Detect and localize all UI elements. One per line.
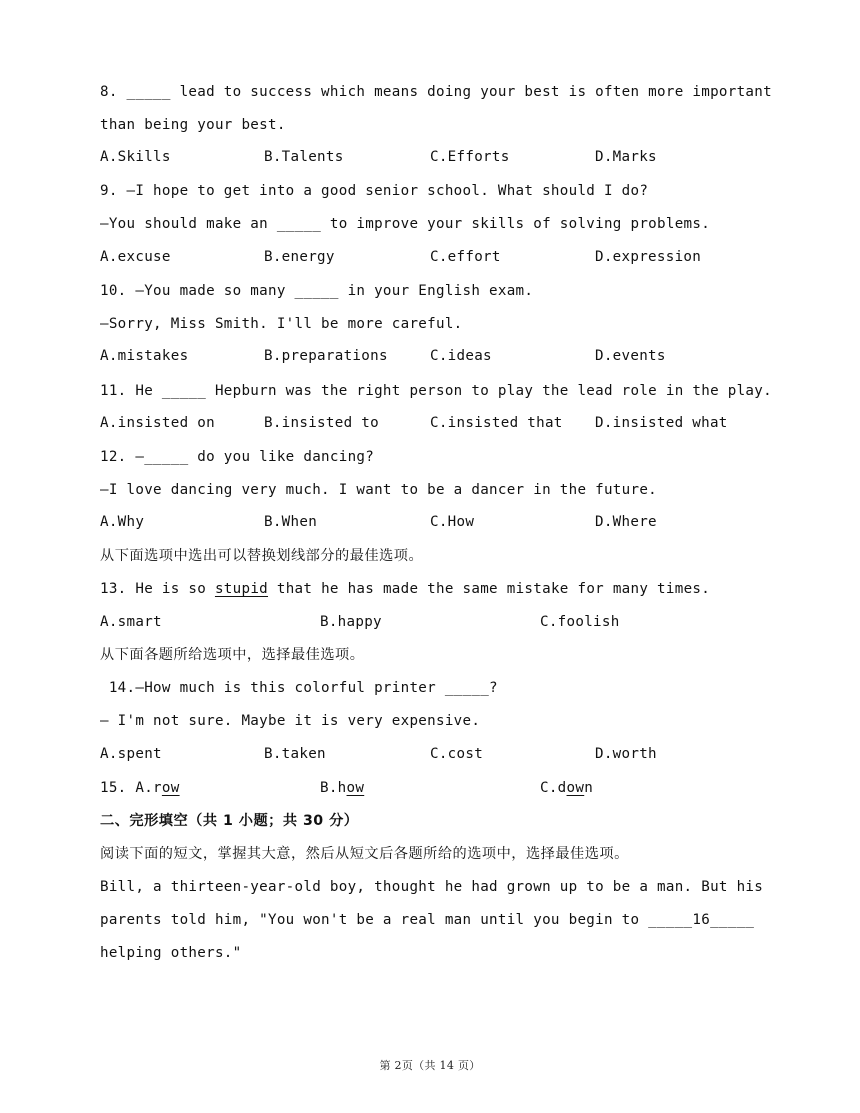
q13-stem (100, 579, 710, 599)
q13-option-c: C.foolish (540, 614, 620, 630)
q13-option-b: B.happy (320, 614, 382, 630)
q15-option-c-pre: C.d (540, 780, 567, 796)
section2-instruction: 阅读下面的短文，掌握其大意，然后从短文后各题所给的选项中，选择最佳选项。 (100, 846, 629, 862)
q12-option-b: B.When (264, 514, 318, 530)
q8-option-d: D.Marks (595, 149, 657, 165)
q12-option-a: A.Why (100, 514, 145, 530)
q9-option-b: B.energy (264, 249, 335, 265)
q10-option-c: C.ideas (430, 348, 492, 364)
q8-stem-line2: than being your best. (100, 117, 286, 133)
q10-option-a: A.mistakes (100, 348, 189, 364)
q14-option-c: C.cost (430, 746, 484, 762)
q15-option-b (320, 778, 364, 798)
q13-underlined-word: stupid (214, 581, 269, 597)
q10-option-b: B.preparations (264, 348, 388, 364)
page-footer: 第 2页（共 14 页） (379, 1059, 481, 1072)
q11-option-a: A.insisted on (100, 415, 215, 431)
q10-option-d: D.events (595, 348, 666, 364)
q9-stem-line2: —You should make an _____ to improve your skills of solving problems. (100, 216, 711, 232)
q15-option-b-underlined: ow (346, 780, 365, 796)
q9-option-c: C.effort (430, 249, 501, 265)
q14-option-d: D.worth (595, 746, 657, 762)
q15-option-a-underlined: ow (161, 780, 180, 796)
q11-stem: 11. He _____ Hepburn was the right person to play the lead role in the play. (100, 383, 772, 399)
instruction-replace: 从下面选项中选出可以替换划线部分的最佳选项。 (100, 548, 424, 564)
q11-option-b: B.insisted to (264, 415, 379, 431)
q12-option-c: C.How (430, 514, 475, 530)
q12-stem-line2: —I love dancing very much. I want to be a dancer in the future. (100, 482, 658, 498)
q14-option-b: B.taken (264, 746, 326, 762)
q15-option-c (540, 778, 593, 798)
q15-option-a-pre: A.r (135, 780, 162, 796)
q11-option-c: C.insisted that (430, 415, 563, 431)
q13-suffix: that he has made the same mistake for many times. (268, 581, 711, 597)
q13-option-a: A.smart (100, 614, 162, 630)
instruction-choose: 从下面各题所给选项中，选择最佳选项。 (100, 647, 365, 663)
q15-number-and-option-a (100, 778, 180, 798)
q9-option-a: A.excuse (100, 249, 171, 265)
q14-option-a: A.spent (100, 746, 162, 762)
q8-option-b: B.Talents (264, 149, 344, 165)
q15-option-c-underlined: ow (566, 780, 585, 796)
q8-option-c: C.Efforts (430, 149, 510, 165)
q8-stem-line1: 8. _____ lead to success which means doing your best is often more important (100, 84, 772, 100)
q12-stem-line1: 12. —_____ do you like dancing? (100, 449, 375, 465)
q8-option-a: A.Skills (100, 149, 171, 165)
passage-line-2: parents told him, "You won't be a real man until you begin to _____16_____ (100, 912, 755, 928)
passage-line-1: Bill, a thirteen-year-old boy, thought he had grown up to be a man. But his (100, 879, 764, 895)
q15-option-b-pre: B.h (320, 780, 347, 796)
q12-option-d: D.Where (595, 514, 657, 530)
section2-heading: 二、完形填空（共 1 小题；共 30 分） (100, 813, 359, 829)
q14-stem-line2: — I'm not sure. Maybe it is very expensive. (100, 713, 481, 729)
q13-prefix: 13. He is so (100, 581, 215, 597)
q11-option-d: D.insisted what (595, 415, 728, 431)
q10-stem-line1: 10. —You made so many _____ in your English exam. (100, 283, 534, 299)
q15-number: 15. (100, 780, 136, 796)
q10-stem-line2: —Sorry, Miss Smith. I'll be more careful. (100, 316, 463, 332)
q9-stem-line1: 9. —I hope to get into a good senior school. What should I do? (100, 183, 649, 199)
q14-stem-line1: 14.—How much is this colorful printer _____? (100, 680, 498, 696)
passage-line-3: helping others." (100, 945, 242, 961)
q15-option-c-post: n (584, 780, 594, 796)
q9-option-d: D.expression (595, 249, 702, 265)
